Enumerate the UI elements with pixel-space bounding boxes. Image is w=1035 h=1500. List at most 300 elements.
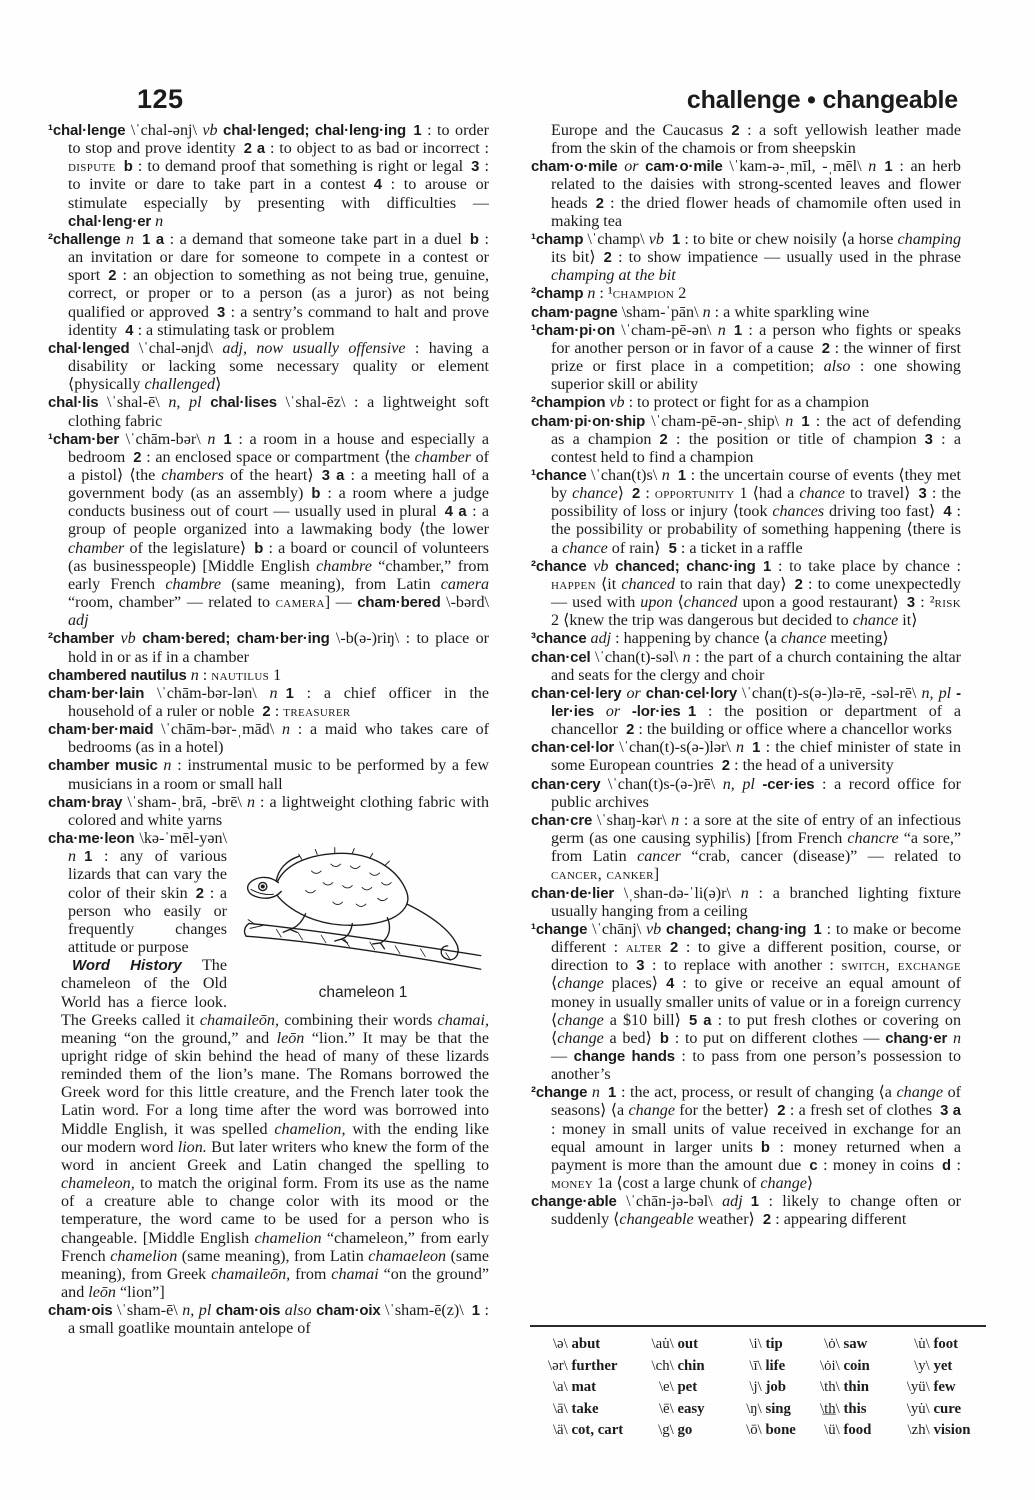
text-segment: chambre <box>165 575 222 593</box>
text-segment: change <box>557 1029 604 1047</box>
text-segment: changeable <box>619 1211 694 1229</box>
text-segment: champion <box>612 285 675 303</box>
text-segment: 3 <box>924 431 942 448</box>
text-segment: 1 <box>801 413 816 430</box>
text-segment: “chamber,” from early French <box>68 557 490 593</box>
text-segment <box>726 322 734 339</box>
text-segment: weather⟩ <box>693 1211 763 1229</box>
entry-chambermaid <box>48 721 489 757</box>
pron-symbol: \ə\ <box>552 1336 568 1352</box>
text-segment <box>744 739 752 756</box>
text-segment: vb <box>648 230 664 248</box>
text-segment: 1 <box>762 558 778 575</box>
pron-symbol: \j\ <box>749 1379 762 1395</box>
chameleon-figure <box>237 832 489 1002</box>
text-segment: alter <box>625 939 662 957</box>
text-segment: n <box>702 303 715 321</box>
text-segment: : a room in a house and especially a bedroom <box>68 430 489 466</box>
pron-example-word: cure <box>933 1400 962 1417</box>
text-segment: : appearing different <box>775 1211 907 1229</box>
entry-chance-2 <box>531 558 961 631</box>
text-segment: -ler·ies <box>551 684 961 720</box>
text-segment: \ˈchamp\ <box>587 230 649 248</box>
text-segment: -lor·ies <box>631 703 688 720</box>
pron-symbol: \ē\ <box>658 1400 674 1417</box>
text-segment <box>278 685 286 702</box>
text-segment: n <box>717 321 726 339</box>
text-segment: ²change <box>531 1084 592 1102</box>
text-segment: chanced <box>683 594 738 612</box>
text-segment: 1 <box>733 322 749 339</box>
text-segment: 2 <box>731 123 748 139</box>
text-segment: n <box>591 1084 600 1102</box>
text-segment <box>76 848 84 865</box>
text-segment: chamber <box>68 539 125 557</box>
pron-example-word: easy <box>677 1400 705 1417</box>
text-segment: chan·cel·lor <box>531 739 620 757</box>
text-segment: : money in small units of value received in exchange for an equal amount in larger units <box>551 1120 961 1156</box>
entry-champion-1 <box>531 322 961 395</box>
pron-symbol: \u̇\ <box>914 1336 930 1352</box>
text-segment: vb <box>120 630 143 648</box>
text-segment: : the act of defending as a champion <box>551 412 961 448</box>
text-segment: ⟨ <box>672 594 684 612</box>
text-segment: 2 <box>195 885 210 902</box>
text-segment: ⟨it <box>595 575 622 593</box>
pron-symbol: \ä\ <box>552 1422 568 1438</box>
entry-champagne <box>531 304 961 322</box>
text-segment: : a soft yellowish leather made from the skin of the chamois or from sheepskin <box>551 122 962 158</box>
guide-words: challenge • changeable <box>686 86 958 114</box>
text-segment: n <box>207 430 216 448</box>
text-segment: 1 <box>285 685 307 702</box>
entry-chancre <box>531 812 961 885</box>
text-segment: vb <box>609 394 629 412</box>
text-segment: \ˈchal-ənj\ <box>130 122 203 139</box>
entry-challenged <box>48 340 489 394</box>
text-segment: vb <box>646 920 666 938</box>
pron-example-word: this <box>843 1400 867 1417</box>
text-segment: ²chamber <box>48 630 121 648</box>
text-segment: d <box>942 1157 957 1174</box>
pron-key-cell <box>530 1400 636 1419</box>
text-segment: The chameleon of the Old World has a fierce look. The Greeks called it <box>61 957 227 1029</box>
text-segment: ¹chance <box>531 466 592 484</box>
text-segment: ⟩ <box>806 1175 814 1193</box>
text-segment: : ¹ <box>599 285 613 303</box>
pron-example-word: out <box>677 1336 698 1352</box>
text-segment: 1 <box>671 231 685 248</box>
text-segment: ²challenge <box>48 230 126 248</box>
text-segment: : a branched lighting fixture usually hanging from a ceiling <box>551 884 961 920</box>
text-segment: chamelion <box>110 1247 182 1265</box>
text-segment: ¹cham·ber <box>48 430 126 448</box>
text-segment: chamelion, <box>274 1120 353 1138</box>
text-segment: of the heart⟩ <box>223 466 322 484</box>
text-segment: n <box>269 684 278 702</box>
text-segment: : to give or receive an equal amount of money in usually smaller units of value or in a foreign currency ⟨ <box>551 975 962 1029</box>
text-segment: ⟨ <box>551 975 558 993</box>
text-segment: “crab, cancer (disease)” — related to <box>680 848 961 866</box>
pron-key-cell <box>724 1378 802 1397</box>
text-segment: ³chance <box>531 630 591 648</box>
entry-chamois-cont <box>531 122 961 158</box>
text-segment: : a lightweight clothing fabric with colored and white yarns <box>68 793 490 829</box>
text-segment: : money returned when a payment is more than the amount due <box>551 1138 961 1174</box>
text-segment: cham·ois <box>215 1302 285 1320</box>
text-segment: 1 <box>269 666 282 684</box>
entry-chamois <box>48 1302 489 1338</box>
text-segment: change hands <box>573 1047 682 1065</box>
text-segment: of rain⟩ <box>607 539 669 557</box>
text-segment: meaning “on the ground,” and <box>61 1029 277 1047</box>
text-segment: \ˈsham-ˌbrā, -brē\ <box>127 793 247 811</box>
text-segment: 1 ⟨had a <box>734 485 800 503</box>
pron-key-cell <box>802 1335 892 1354</box>
pron-key-cell <box>802 1421 892 1440</box>
pron-example-word: bone <box>765 1422 796 1438</box>
text-segment: n <box>868 158 877 176</box>
text-segment: chanced; chanc·ing <box>615 557 763 575</box>
text-segment: : <box>645 485 655 503</box>
text-segment: cham·oix <box>316 1302 386 1320</box>
text-segment: b <box>469 231 485 248</box>
text-segment: switch, exchange <box>841 957 962 975</box>
text-segment: change <box>896 1084 943 1102</box>
pron-example-word: foot <box>933 1336 959 1352</box>
text-segment: cham·bered <box>357 594 447 612</box>
pron-key-cell <box>892 1400 986 1419</box>
text-segment: 2 <box>626 722 639 739</box>
text-segment: : a chief officer in the household of a ruler or noble <box>68 684 489 720</box>
pron-key-cell <box>802 1400 892 1419</box>
text-segment: to match the original form. From its use as the name of a creature able to change color with its mood or the temperature, the word came to be used for a person who is changeable. [Middle English <box>61 1175 489 1247</box>
text-segment: adj <box>68 612 89 630</box>
figure-caption: chameleon 1 <box>318 984 408 1002</box>
text-segment: 3 <box>906 595 921 612</box>
text-segment: chamaeleon <box>368 1247 451 1265</box>
text-segment: : to object to as bad or incorrect : <box>269 140 489 158</box>
text-segment: \ˈchān-jə-bəl\ <box>626 1193 723 1211</box>
text-segment: 3 a <box>321 467 351 484</box>
text-segment: 2 <box>669 940 686 957</box>
text-segment: n <box>671 811 684 829</box>
text-segment: 1 a <box>142 231 170 248</box>
text-segment: \ˌshan-də-ˈli(ə)r\ <box>623 884 741 902</box>
text-segment: chambre <box>316 557 372 575</box>
text-segment: chance <box>572 485 618 503</box>
text-segment: : the building or office where a chancellor works <box>638 721 952 739</box>
pron-key-cell <box>636 1421 724 1440</box>
text-segment: : <box>956 1156 961 1174</box>
text-segment: 2 <box>762 1212 776 1229</box>
text-segment: also <box>823 358 860 376</box>
text-segment: : to replace with another : <box>651 957 842 975</box>
pron-example-word: pet <box>677 1379 698 1395</box>
text-segment: ⟩ <box>215 376 222 394</box>
text-segment: ²champ <box>531 285 588 303</box>
text-segment: 1 <box>884 159 900 176</box>
pron-key-cell <box>530 1335 636 1354</box>
text-segment: n <box>68 848 77 866</box>
text-segment: adj <box>722 1193 743 1211</box>
text-segment: dispute <box>68 158 116 176</box>
text-segment: : the head of a university <box>734 757 894 775</box>
text-segment: risk <box>934 594 961 612</box>
text-segment: “chameleon,” from early French <box>61 1229 490 1265</box>
text-segment: Europe and the Caucasus <box>551 122 732 139</box>
entry-change-2 <box>531 1084 961 1193</box>
text-segment: : to invite or dare to take part in a contest <box>68 158 489 194</box>
text-segment: 1 <box>413 123 428 139</box>
entry-chambray <box>48 794 489 830</box>
text-segment: chamaileōn, <box>199 1011 285 1029</box>
text-segment: ²chance <box>531 557 594 575</box>
text-segment: : instrumental music to be performed by a few musicians in a room or small hall <box>68 757 489 793</box>
pron-key-cell <box>724 1335 802 1354</box>
pron-key-cell <box>724 1357 802 1376</box>
text-segment: chal·lenged; chal·leng·ing <box>223 122 414 139</box>
pron-symbol: \g\ <box>658 1422 674 1438</box>
text-segment: c <box>809 1157 824 1174</box>
text-segment: : happening by chance ⟨a <box>615 630 781 648</box>
text-segment: \ˈcham-pē-ən-ˌship\ <box>651 412 786 430</box>
text-segment: also <box>284 1302 317 1320</box>
text-segment: 1 <box>752 740 766 757</box>
text-segment: chal·leng·er <box>68 212 156 230</box>
text-segment: ¹change <box>531 920 593 938</box>
text-segment: chal·lenged <box>48 339 139 357</box>
text-segment: cam·o·mile <box>645 158 730 176</box>
text-segment: : to bite or chew noisily ⟨a horse <box>684 230 898 248</box>
text-segment: : to take place by chance : <box>777 557 961 575</box>
text-segment: 3 a <box>940 1103 961 1120</box>
left-column <box>48 122 489 1338</box>
text-segment: to rain that day⟩ <box>674 575 795 593</box>
entry-challis <box>48 394 489 430</box>
text-segment: n <box>661 466 670 484</box>
text-segment: of the legislature⟩ <box>124 539 255 557</box>
text-segment <box>670 467 678 484</box>
text-segment: : <box>202 666 212 684</box>
entry-chancellery <box>531 685 961 739</box>
text-segment: 2 a <box>243 141 270 158</box>
text-segment: meeting⟩ <box>826 630 889 648</box>
pron-example-word: abut <box>571 1336 601 1352</box>
pron-symbol: \ŋ\ <box>746 1400 762 1417</box>
text-segment: n <box>190 666 203 684</box>
pron-example-word: mat <box>571 1379 597 1395</box>
text-segment: : a white sparkling wine <box>714 303 870 321</box>
text-segment: to travel⟩ <box>844 485 919 503</box>
text-segment: 1 <box>813 921 827 938</box>
text-segment: with the ending like our modern word <box>61 1120 490 1156</box>
text-segment: \ˈsham-ē(z)\ <box>385 1302 472 1320</box>
text-segment: 4 <box>125 322 138 339</box>
entry-change-1 <box>531 921 961 1084</box>
text-segment: 1 <box>223 431 239 448</box>
text-segment: leōn <box>276 1029 312 1047</box>
text-segment: chamber music <box>48 757 164 775</box>
text-segment: of seasons⟩ ⟨a <box>551 1084 961 1120</box>
text-segment <box>116 158 124 175</box>
text-segment: n <box>125 230 135 248</box>
text-segment: chamaileōn, <box>211 1265 296 1283</box>
pron-symbol: \ā\ <box>552 1400 568 1417</box>
text-segment: 2 <box>262 704 275 720</box>
text-segment: adj <box>590 630 616 648</box>
text-segment: 1 <box>84 849 104 866</box>
pron-example-word: coin <box>843 1357 870 1374</box>
text-segment: : a contest held to find a champion <box>551 430 961 466</box>
text-segment: \ˈchal-ənjd\ <box>138 339 223 357</box>
text-segment: : the part of a church containing the altar and seats for the clergy and choir <box>551 648 961 684</box>
text-segment: (same meaning), from Latin <box>221 575 441 593</box>
right-column <box>531 122 961 1230</box>
pron-example-word: few <box>933 1379 956 1395</box>
pron-example-word: take <box>571 1400 599 1417</box>
entry-challenge-2 <box>48 231 489 340</box>
text-segment: n, pl <box>182 1302 216 1320</box>
text-segment: 2 <box>777 1103 790 1120</box>
text-segment: chal·lises <box>210 394 286 412</box>
pron-symbol: \ȯi\ <box>820 1357 840 1374</box>
text-segment: of a pistol⟩ ⟨the <box>68 448 490 484</box>
text-segment: n <box>952 1029 961 1047</box>
text-segment: change <box>557 975 604 993</box>
text-segment: a bed⟩ <box>603 1029 660 1047</box>
pron-key-cell <box>724 1400 802 1419</box>
text-segment: change <box>628 1102 675 1120</box>
entry-chancery <box>531 776 961 812</box>
pron-example-word: vision <box>933 1422 971 1438</box>
text-segment: : a fresh set of clothes <box>789 1102 941 1120</box>
text-segment: n <box>246 793 261 811</box>
text-segment: 1 <box>677 467 691 484</box>
pron-example-word: thin <box>843 1379 869 1395</box>
text-segment: n <box>587 285 600 303</box>
pron-symbol: \a\ <box>552 1379 568 1395</box>
text-segment: it⟩ <box>898 612 918 630</box>
text-segment: : the uncertain course of events ⟨they met by <box>551 466 962 503</box>
text-segment: combining their words <box>284 1011 438 1029</box>
text-segment: : an herb related to the daisies with strong-scented leaves and flower heads <box>551 158 961 212</box>
text-segment: vb <box>202 122 224 139</box>
text-segment: leōn <box>88 1284 120 1301</box>
pron-key-cell <box>802 1378 892 1397</box>
text-segment: ¹champ <box>531 230 588 248</box>
text-segment: \ˈchan(t)-s(ə-)lər\ <box>619 739 737 757</box>
text-segment: “on the ground” and <box>61 1265 490 1301</box>
entry-chancellor <box>531 739 961 775</box>
text-segment: cancer <box>637 848 681 866</box>
text-segment: 5 <box>668 540 681 557</box>
text-segment: : to arouse or stimulate especially by presenting with difficulties — <box>68 176 490 212</box>
text-segment: n <box>736 739 745 757</box>
entry-challenge-1 <box>48 122 489 231</box>
text-segment: changed; chang·ing <box>665 920 814 938</box>
text-segment: : the possibility or probability of something happening ⟨there is a <box>551 503 961 557</box>
text-segment: \ˈshal-ē\ <box>107 394 169 412</box>
entry-chamber-music <box>48 757 489 793</box>
text-segment: : ² <box>920 594 935 612</box>
entry-chamberlain <box>48 685 489 721</box>
pron-key-cell <box>892 1357 986 1376</box>
text-segment: 4 <box>666 976 683 993</box>
text-segment: or <box>605 703 632 720</box>
text-segment: chanced <box>621 575 675 593</box>
text-segment: But later writers who knew the form of the word in ancient Greek and Latin changed the spelling to <box>61 1138 489 1174</box>
pron-example-word: sing <box>765 1400 791 1417</box>
text-segment: b <box>659 1030 675 1047</box>
pron-key-cell <box>530 1421 636 1440</box>
text-segment: 1 <box>608 1085 621 1102</box>
text-segment: 2 <box>794 576 809 593</box>
text-segment: 4 a <box>444 504 473 521</box>
text-segment: ] <box>653 866 660 884</box>
text-segment: chancre <box>847 830 899 848</box>
text-segment: : a maid who takes care of bedrooms (as in a hotel) <box>68 721 489 757</box>
text-segment: (same meaning), from Latin <box>181 1247 369 1265</box>
text-segment: : to show impatience — usually used in the phrase <box>618 249 962 267</box>
text-segment: 4 <box>943 504 957 521</box>
pron-symbol: \e\ <box>658 1379 674 1395</box>
text-segment: (same meaning), from Greek <box>61 1247 490 1283</box>
text-segment: chambers <box>161 466 224 484</box>
text-segment: : a sentry’s command to halt and prove identity <box>68 303 489 339</box>
text-segment: : likely to change often or suddenly ⟨ <box>551 1193 962 1229</box>
text-segment: camera <box>440 575 490 593</box>
text-segment: ¹cham·pi·on <box>531 321 622 339</box>
text-segment: “lion”] <box>120 1284 165 1301</box>
text-segment: driving too fast⟩ <box>824 503 944 521</box>
entry-chandelier <box>531 885 961 921</box>
entry-champ-2 <box>531 285 961 303</box>
entry-champ-1 <box>531 231 961 285</box>
pron-key-grid <box>530 1335 986 1440</box>
text-segment: happen <box>551 575 596 593</box>
text-segment: upon <box>640 594 673 612</box>
entry-championship <box>531 413 961 467</box>
text-segment: chance <box>562 539 608 557</box>
text-segment: ¹chal·lenge <box>48 122 131 139</box>
text-segment: n <box>155 212 164 230</box>
text-segment: : a person who fights or speaks for another person or in favor of a cause <box>551 321 961 357</box>
text-segment: treasurer <box>283 703 351 720</box>
text-segment: 2 <box>632 486 646 503</box>
text-segment <box>662 939 670 956</box>
text-segment: chance <box>780 630 827 648</box>
text-segment: camera <box>275 594 325 612</box>
text-segment: Word History <box>72 957 202 975</box>
text-segment: champing at the bit <box>551 267 676 285</box>
text-segment: : to come unexpectedly — used with <box>551 575 961 612</box>
text-segment: \ˈchan(t)-s(ə-)lə-rē, -səl-rē\ <box>742 684 922 702</box>
text-segment: \ˈshaŋ-kər\ <box>596 811 672 829</box>
text-segment: n, pl <box>921 684 957 702</box>
text-segment: ] — <box>324 594 358 612</box>
pron-example-word: yet <box>933 1357 953 1374</box>
pron-example-word: cot, cart <box>571 1422 624 1438</box>
text-segment: cham·bray <box>48 793 128 811</box>
text-segment: : the act, process, or result of changing ⟨a <box>620 1084 897 1102</box>
pron-example-word: food <box>843 1422 872 1438</box>
chameleon-illustration <box>237 832 489 978</box>
text-segment: cham·ber·lain <box>48 684 157 702</box>
pron-symbol: \ü\ <box>824 1422 840 1438</box>
text-segment: chance <box>852 612 899 630</box>
pron-symbol: \ȯ\ <box>824 1336 840 1352</box>
